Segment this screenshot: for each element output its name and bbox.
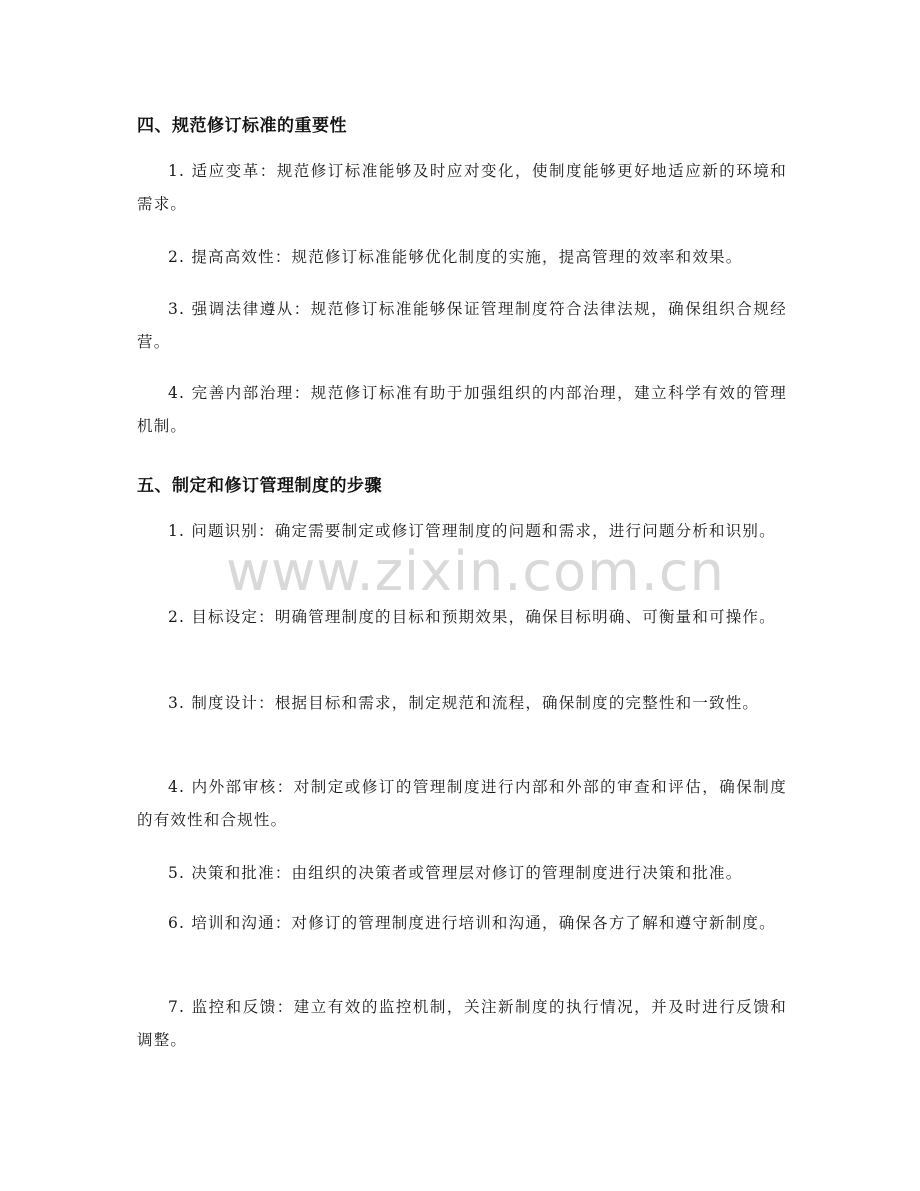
section-4-item-2: 2. 提高高效性：规范修订标准能够优化制度的实施，提高管理的效率和效果。 <box>168 248 743 266</box>
section-5-item-5: 5. 决策和批准：由组织的决策者或管理层对修订的管理制度进行决策和批准。 <box>168 864 743 882</box>
section-4-item-1: 1. 适应变革：规范修订标准能够及时应对变化，使制度能够更好地适应新的环境和需求。 <box>137 162 787 213</box>
section-4-item-3: 3. 强调法律遵从：规范修订标准能够保证管理制度符合法律法规，确保组织合规经营。 <box>137 300 787 351</box>
section-5-heading: 五、制定和修订管理制度的步骤 <box>137 476 382 496</box>
section-5-item-4: 4. 内外部审核：对制定或修订的管理制度进行内部和外部的审查和评估，确保制度的有效性和合规性。 <box>137 778 787 829</box>
watermark: www.zixin.com.cn <box>226 540 725 603</box>
section-4-item-4: 4. 完善内部治理：规范修订标准有助于加强组织的内部治理，建立科学有效的管理机制。 <box>137 384 787 435</box>
section-5-item-2: 2. 目标设定：明确管理制度的目标和预期效果，确保目标明确、可衡量和可操作。 <box>168 608 776 626</box>
section-5-item-3: 3. 制度设计：根据目标和需求，制定规范和流程，确保制度的完整性和一致性。 <box>168 694 760 712</box>
section-5-item-6: 6. 培训和沟通：对修订的管理制度进行培训和沟通，确保各方了解和遵守新制度。 <box>168 914 776 932</box>
section-5-item-1: 1. 问题识别：确定需要制定或修订管理制度的问题和需求，进行问题分析和识别。 <box>168 522 776 540</box>
section-5-item-7: 7. 监控和反馈：建立有效的监控机制，关注新制度的执行情况，并及时进行反馈和调整。 <box>137 998 787 1049</box>
section-4-heading: 四、规范修订标准的重要性 <box>137 116 347 136</box>
